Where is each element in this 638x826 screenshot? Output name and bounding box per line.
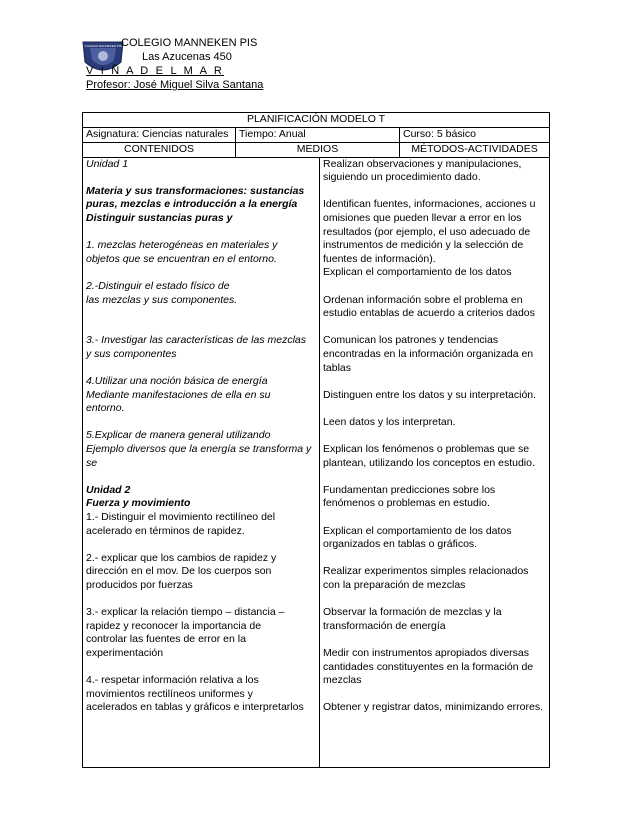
info-row bbox=[83, 128, 550, 143]
method-activity-line: organizados en tablas o gráficos. bbox=[323, 538, 478, 551]
content-item: producidos por fuerzas bbox=[86, 579, 193, 591]
method-activity-line: siguiendo un procedimiento dado. bbox=[323, 171, 481, 184]
methods-cell bbox=[320, 157, 550, 767]
method-activity-line: Explican los fenómenos o problemas que se bbox=[323, 443, 530, 456]
content-item: entorno. bbox=[86, 402, 125, 415]
content-item: experimentación bbox=[86, 646, 164, 659]
method-activity-line: resultados (por ejemplo, el uso adecuado de bbox=[323, 225, 531, 238]
content-item: y sus componentes bbox=[86, 347, 177, 360]
unit-1-topic-line: puras, mezclas e introducción a la energía bbox=[86, 198, 298, 211]
content-item: 2.- explicar que los cambios de rapidez y bbox=[86, 551, 277, 564]
unit-2-label: Unidad 2 bbox=[86, 483, 131, 496]
unit-2-topic: Fuerza y movimiento bbox=[86, 497, 191, 510]
content-item: se bbox=[86, 456, 98, 469]
methods-header: MÉTODOS-ACTIVIDADES bbox=[400, 143, 550, 158]
course-cell: Curso: 5 básico bbox=[400, 128, 550, 143]
contents-header: CONTENIDOS bbox=[83, 143, 236, 158]
content-item: controlar las fuentes de error en la bbox=[86, 633, 246, 646]
subject-cell: Asignatura: Ciencias naturales bbox=[83, 128, 236, 143]
method-activity-line: omisiones que pueden llevar a error en los bbox=[323, 211, 522, 224]
method-activity-line: Realizan observaciones y manipulaciones, bbox=[323, 157, 522, 170]
content-item: 5.Explicar de manera general utilizando bbox=[86, 429, 271, 442]
method-activity-line: estudio entablas de acuerdo a criterios dados bbox=[323, 307, 535, 320]
method-activity-line: Explican el comportamiento de los datos bbox=[323, 266, 512, 279]
method-activity-line: cantidades constituyentes en la formación de bbox=[323, 660, 534, 673]
teacher-name: Profesor: José Miguel Silva Santana bbox=[86, 79, 264, 91]
content-item: 3.- explicar la relación tiempo – distancia – bbox=[86, 606, 285, 619]
content-item: acelerados en tablas y gráficos e interpretarlos bbox=[86, 701, 304, 714]
method-activity-line: instrumentos de medición y la selección de bbox=[323, 239, 524, 252]
method-activity-line: Realizar experimentos simples relacionados bbox=[323, 565, 529, 578]
method-activity-line: tablas bbox=[323, 361, 352, 374]
content-item: 1. mezclas heterogéneas en materiales y bbox=[86, 239, 278, 252]
logo-text: COLEGIO MANNEKEN PIS bbox=[84, 44, 122, 48]
content-item: Mediante manifestaciones de ella en su bbox=[86, 388, 271, 401]
unit-1-topic-line: Materia y sus transformaciones: sustancias bbox=[86, 184, 305, 197]
method-activity-line: Identifican fuentes, informaciones, acciones u bbox=[323, 198, 536, 211]
unit-1-topic-line: Distinguir sustancias puras y bbox=[86, 211, 233, 224]
method-activity-line: Ordenan información sobre el problema en bbox=[323, 293, 523, 306]
means-header: MEDIOS bbox=[236, 143, 400, 158]
content-item: Ejemplo diversos que la energía se transforma y bbox=[86, 443, 312, 456]
method-activity-line: Explican el comportamiento de los datos bbox=[323, 524, 512, 537]
content-item: 4.Utilizar una noción básica de energía bbox=[86, 375, 268, 388]
content-item: las mezclas y sus componentes. bbox=[86, 293, 238, 306]
school-city: V I Ñ A D E L M A R bbox=[86, 65, 224, 77]
content-item: dirección en el mov. De los cuerpos son bbox=[86, 565, 272, 578]
content-item: movimientos rectilíneos uniformes y bbox=[86, 687, 253, 700]
method-activity-line: Observar la formación de mezclas y la bbox=[323, 606, 502, 619]
method-activity-line: encontradas en la información organizada en bbox=[323, 347, 534, 360]
unit-1-label: Unidad 1 bbox=[86, 157, 129, 170]
method-activity-line: Obtener y registrar datos, minimizando errores. bbox=[323, 701, 544, 714]
method-activity-line: fuentes de información). bbox=[323, 252, 436, 265]
document-header bbox=[78, 35, 378, 105]
contents-cell bbox=[83, 157, 320, 767]
method-activity-line: mezclas bbox=[323, 674, 362, 687]
school-address: Las Azucenas 450 bbox=[142, 51, 232, 63]
table-title: PLANIFICACIÓN MODELO T bbox=[83, 113, 550, 128]
method-activity-line: Fundamentan predicciones sobre los bbox=[323, 483, 496, 496]
method-activity-line: transformación de energía bbox=[323, 619, 446, 632]
content-item: 1.- Distinguir el movimiento rectilíneo del bbox=[86, 511, 276, 524]
method-activity-line: plantean, utilizando los conceptos en estudio. bbox=[323, 456, 535, 469]
content-item: 3.- Investigar las características de las mezclas bbox=[86, 334, 306, 347]
school-name: COLEGIO MANNEKEN PIS bbox=[121, 37, 258, 49]
column-header-row bbox=[83, 143, 550, 158]
content-item: 4.- respetar información relativa a los bbox=[86, 674, 259, 687]
content-row bbox=[83, 157, 550, 767]
method-activity-line: Distinguen entre los datos y su interpretación. bbox=[323, 388, 537, 401]
method-activity-line: Leen datos y los interpretan. bbox=[323, 415, 456, 428]
time-cell: Tiempo: Anual bbox=[236, 128, 400, 143]
content-item: acelerado en términos de rapidez. bbox=[86, 524, 245, 537]
planning-table bbox=[82, 112, 550, 768]
method-activity-line: con la preparación de mezclas bbox=[323, 579, 466, 591]
method-activity-line: Medir con instrumentos apropiados diversas bbox=[323, 646, 530, 659]
content-item: 2.-Distinguir el estado físico de bbox=[86, 279, 230, 292]
method-activity-line: Comunican los patrones y tendencias bbox=[323, 334, 499, 347]
content-item: rapidez y reconocer la importancia de bbox=[86, 619, 262, 632]
method-activity-line: fenómenos o problemas en estudio. bbox=[323, 497, 490, 510]
content-item: objetos que se encuentran en el entorno. bbox=[86, 252, 277, 265]
